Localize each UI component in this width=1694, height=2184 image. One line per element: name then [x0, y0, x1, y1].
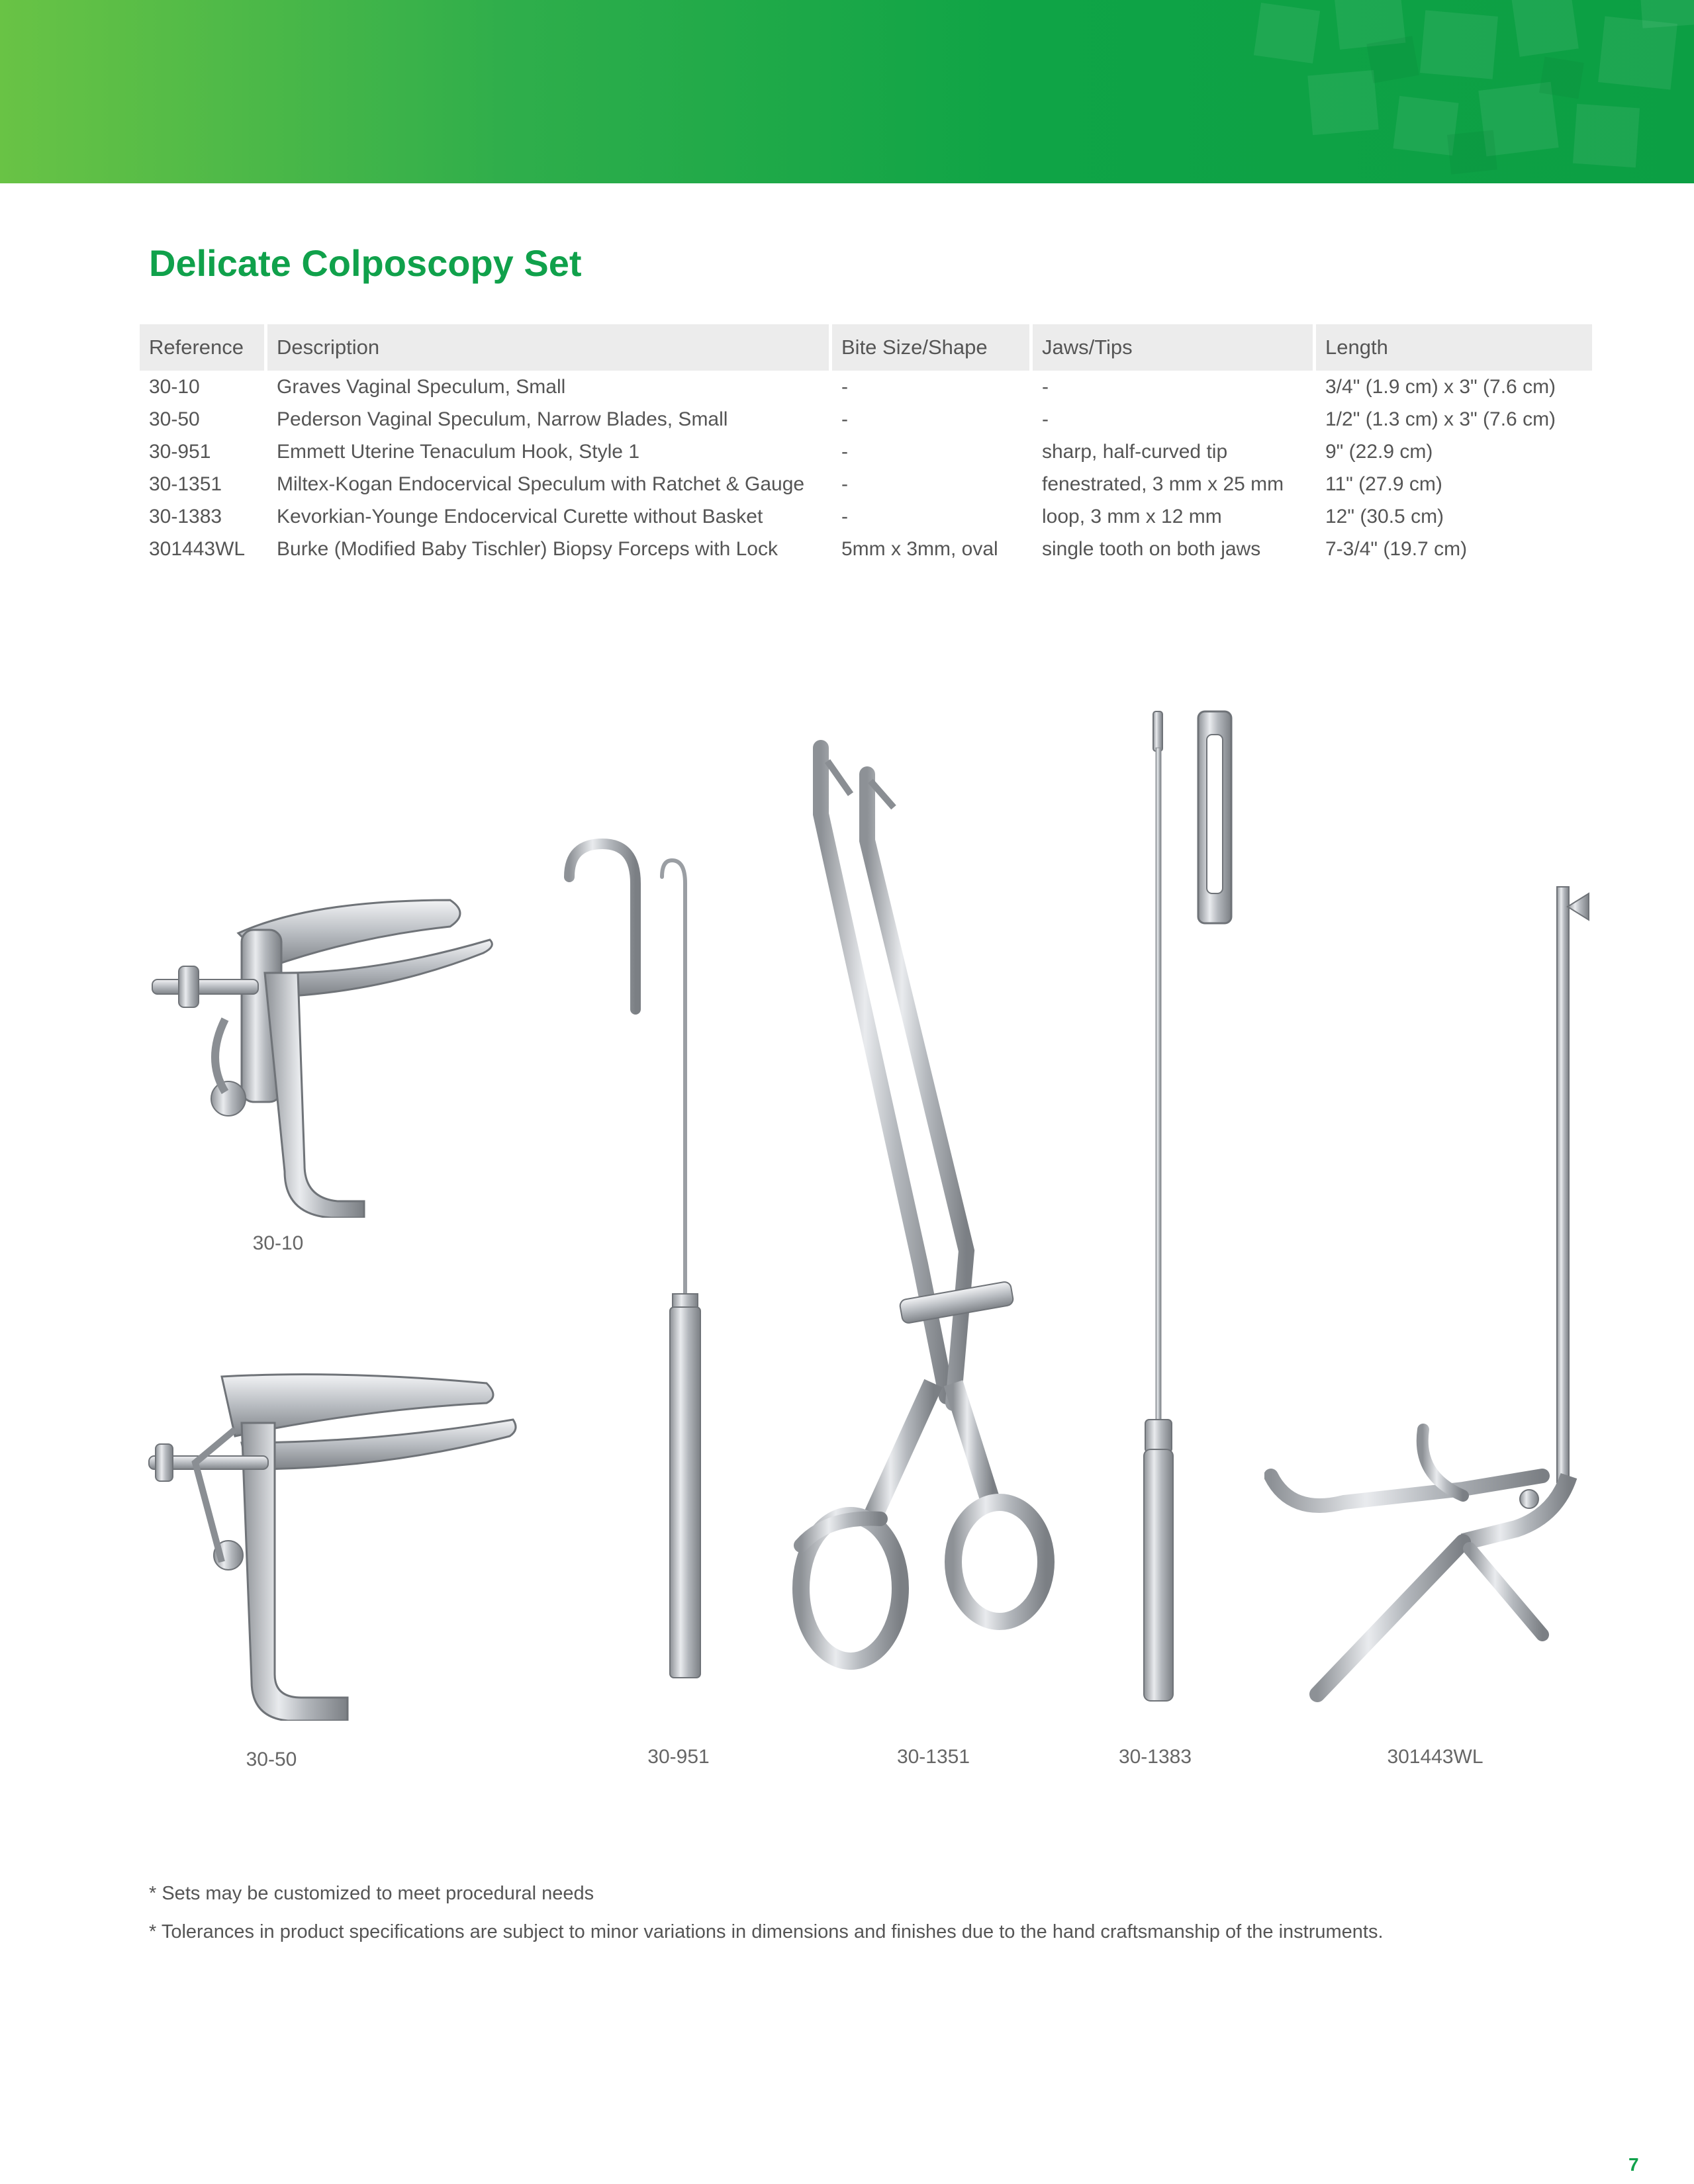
figure-caption-30-10: 30-10: [252, 1232, 304, 1254]
cell-jaws-tips: loop, 3 mm x 12 mm: [1042, 505, 1222, 527]
column-header-length: Length: [1316, 324, 1592, 371]
cell-bite-size: -: [841, 408, 848, 430]
cell-jaws-tips: single tooth on both jaws: [1042, 537, 1261, 560]
figure-caption-30-951: 30-951: [647, 1746, 710, 1768]
footnote-tolerances: * Tolerances in product specifications are subject to minor variations in dimensions and finishes due to the hand craftsmanship of the instruments.: [149, 1921, 1384, 1942]
page-number: 7: [1628, 2154, 1639, 2175]
table-row: [140, 403, 1592, 435]
endocervical-curette-image: [1139, 708, 1238, 1707]
cell-reference: 30-951: [149, 440, 211, 463]
cell-length: 11" (27.9 cm): [1325, 473, 1442, 495]
cell-description: Kevorkian-Younge Endocervical Curette without Basket: [277, 505, 763, 527]
specs-table: [136, 324, 1595, 565]
pederson-speculum-image: [142, 1363, 526, 1721]
table-header-row: [140, 324, 1592, 371]
tenaculum-hook-image: [556, 831, 715, 1704]
cell-length: 3/4" (1.9 cm) x 3" (7.6 cm): [1325, 375, 1556, 398]
column-header-description: Description: [267, 324, 829, 371]
column-header-jaws-tips: Jaws/Tips: [1033, 324, 1313, 371]
cell-reference: 30-10: [149, 375, 200, 398]
cell-reference: 30-1351: [149, 473, 222, 495]
biopsy-forceps-image: [1264, 880, 1595, 1707]
cell-length: 7-3/4" (19.7 cm): [1325, 537, 1468, 560]
table-row: [140, 500, 1592, 533]
cell-length: 9" (22.9 cm): [1325, 440, 1433, 463]
cell-jaws-tips: sharp, half-curved tip: [1042, 440, 1228, 463]
banner-pattern: [1231, 0, 1694, 183]
table-row: [140, 371, 1592, 403]
cell-bite-size: -: [841, 505, 848, 527]
figure-caption-301443WL: 301443WL: [1387, 1746, 1483, 1768]
table-row: [140, 435, 1592, 468]
figure-caption-30-1351: 30-1351: [896, 1746, 970, 1768]
cell-reference: 30-50: [149, 408, 200, 430]
header-banner: [0, 0, 1694, 183]
page-title: Delicate Colposcopy Set: [149, 242, 582, 284]
cell-description: Burke (Modified Baby Tischler) Biopsy Forceps with Lock: [277, 537, 778, 560]
cell-bite-size: 5mm x 3mm, oval: [841, 537, 998, 560]
figure-caption-30-1383: 30-1383: [1118, 1746, 1192, 1768]
cell-jaws-tips: -: [1042, 375, 1049, 398]
cell-description: Pederson Vaginal Speculum, Narrow Blades, Small: [277, 408, 728, 430]
figure-caption-30-50: 30-50: [246, 1749, 297, 1770]
column-header-bite-size: Bite Size/Shape: [832, 324, 1029, 371]
graves-speculum-image: [139, 874, 510, 1218]
cell-jaws-tips: -: [1042, 408, 1049, 430]
cell-reference: 301443WL: [149, 537, 246, 560]
table-row: [140, 468, 1592, 500]
cell-length: 12" (30.5 cm): [1325, 505, 1444, 527]
cell-bite-size: -: [841, 375, 848, 398]
cell-bite-size: -: [841, 473, 848, 495]
cell-reference: 30-1383: [149, 505, 222, 527]
cell-description: Emmett Uterine Tenaculum Hook, Style 1: [277, 440, 640, 463]
cell-bite-size: -: [841, 440, 848, 463]
table-row: [140, 533, 1592, 565]
cell-description: Graves Vaginal Speculum, Small: [277, 375, 566, 398]
footnote-customization: * Sets may be customized to meet procedural needs: [149, 1883, 594, 1904]
cell-jaws-tips: fenestrated, 3 mm x 25 mm: [1042, 473, 1284, 495]
cell-length: 1/2" (1.3 cm) x 3" (7.6 cm): [1325, 408, 1556, 430]
cell-description: Miltex-Kogan Endocervical Speculum with Ratchet & Gauge: [277, 473, 805, 495]
column-header-reference: Reference: [140, 324, 264, 371]
endocervical-speculum-image: [788, 735, 1066, 1707]
